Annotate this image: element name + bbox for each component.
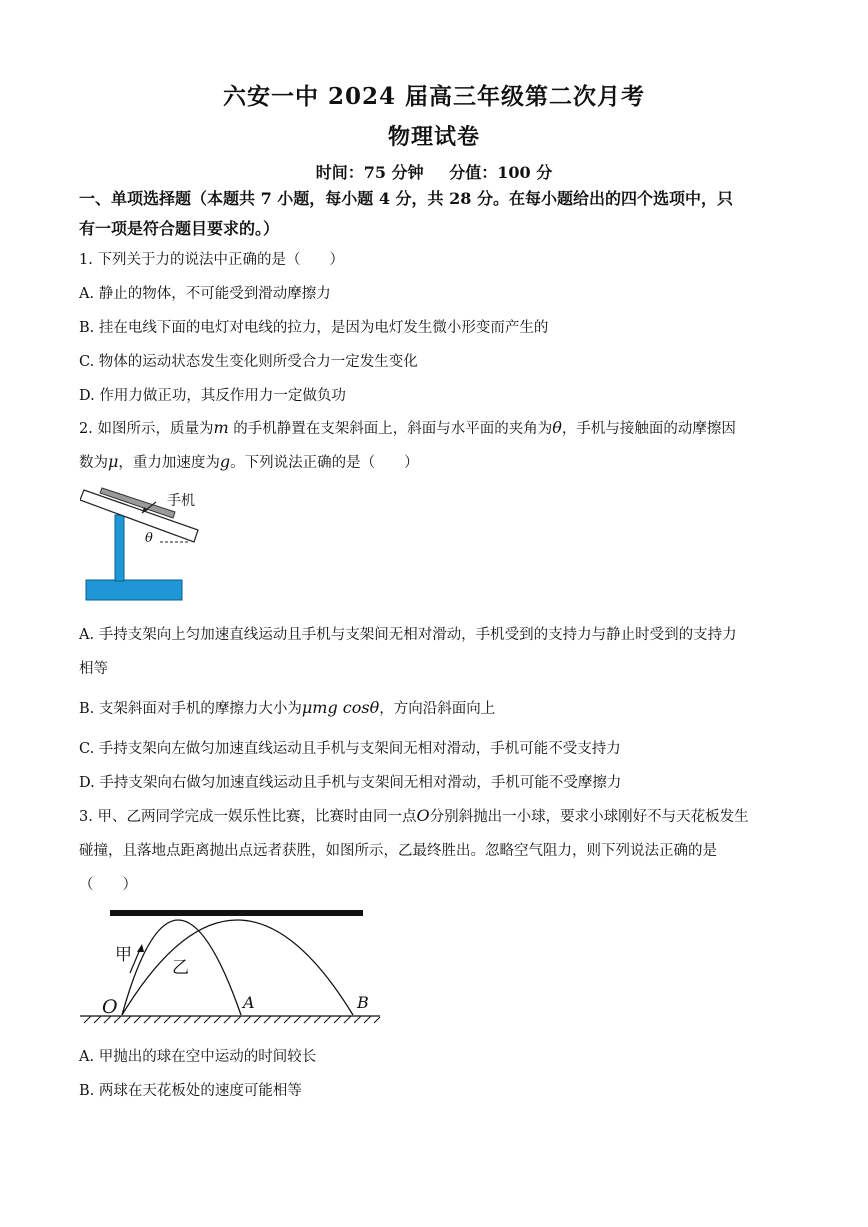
q1-stem: 1. 下列关于力的说法中正确的是（ ） — [79, 252, 344, 268]
q1-option-b: B. 挂在电线下面的电灯对电线的拉力，是因为电灯发生微小形变而产生的 — [79, 320, 549, 336]
q2-text: 数为 — [79, 455, 108, 471]
q2-option-a-line2: 相等 — [79, 661, 108, 677]
label-b: B — [357, 993, 369, 1012]
q1-option-a: A. 静止的物体，不可能受到滑动摩擦力 — [79, 286, 331, 302]
q3-var-o: O — [416, 806, 430, 825]
q2-text: ，手机与接触面的动摩擦因 — [561, 421, 736, 437]
q2-var-g: g — [219, 452, 231, 471]
label-yi: 乙 — [172, 958, 189, 978]
q1-option-d: D. 作用力做正功，其反作用力一定做负功 — [79, 388, 346, 404]
velocity-arrowhead — [137, 944, 144, 952]
q2-option-a-line1: A. 手持支架向上匀加速直线运动且手机与支架间无相对滑动，手机受到的支持力与静止时受到的支持力 — [79, 627, 737, 643]
exam-title: 六安一中 2024 届高三年级第二次月考 — [222, 83, 646, 110]
q2-text: ，重力加速度为 — [118, 455, 220, 471]
ground-hatching — [84, 1016, 380, 1023]
q2-option-b-formula: μmg cosθ — [301, 698, 380, 717]
projectile-figure — [80, 905, 385, 1025]
q2-option-b-text: ，方向沿斜面向上 — [379, 701, 496, 717]
exam-subject: 物理试卷 — [387, 124, 480, 150]
q3-option-b: B. 两球在天花板处的速度可能相等 — [79, 1083, 302, 1099]
stand-pole — [115, 515, 124, 581]
label-a: A — [243, 993, 255, 1012]
q2-text: 。下列说法正确的是（ ） — [230, 455, 419, 471]
label-jia: 甲 — [115, 945, 132, 965]
q2-option-c: C. 手持支架向左做匀加速直线运动且手机与支架间无相对滑动，手机可能不受支持力 — [79, 741, 621, 757]
q1-option-c: C. 物体的运动状态发生变化则所受合力一定发生变化 — [79, 354, 418, 370]
exam-meta — [0, 160, 868, 183]
q2-text: 2. 如图所示，质量为 — [79, 421, 214, 437]
section-heading — [79, 184, 799, 244]
q3-text: 3. 甲、乙两同学完成一娱乐性比赛，比赛时由同一点 — [79, 809, 417, 825]
q2-var-m: m — [213, 418, 229, 437]
q2-option-b — [79, 697, 495, 718]
q2-stem-line2 — [79, 451, 419, 472]
q3-stem-line1 — [79, 805, 749, 826]
phone-stand-figure — [80, 485, 220, 605]
figure-label-phone: 手机 — [167, 493, 195, 509]
section-heading-line2: 有一项是符合题目要求的。） — [79, 219, 280, 238]
section-heading-line1: 一、单项选择题（本题共 7 小题，每小题 4 分，共 28 分。在每小题给出的四个选项中，只 — [79, 189, 733, 208]
exam-time: 时间：75 分钟 — [315, 163, 424, 182]
stand-base — [86, 580, 182, 600]
q2-option-d: D. 手持支架向右做匀加速直线运动且手机与支架间无相对滑动，手机可能不受摩擦力 — [79, 775, 622, 791]
q3-text: 分别斜抛出一小球，要求小球刚好不与天花板发生 — [429, 809, 749, 825]
figure-angle-label: θ — [145, 531, 153, 546]
exam-score: 分值：100 分 — [449, 163, 553, 182]
q2-option-b-text: B. 支架斜面对手机的摩擦力大小为 — [79, 701, 302, 717]
q2-stem-line1 — [79, 417, 736, 438]
q2-text: 的手机静置在支架斜面上，斜面与水平面的夹角为 — [228, 421, 553, 437]
q3-stem-line2: 碰撞，且落地点距离抛出点远者获胜，如图所示，乙最终胜出。忽略空气阻力，则下列说法正确的是 — [79, 843, 717, 859]
path-yi — [122, 920, 353, 1015]
q3-stem-line3: （ ） — [79, 877, 137, 893]
q2-var-theta: θ — [552, 418, 562, 437]
q2-var-mu: μ — [108, 452, 119, 471]
q3-option-a: A. 甲抛出的球在空中运动的时间较长 — [79, 1049, 317, 1065]
label-o: O — [102, 996, 118, 1018]
ceiling-bar — [110, 910, 363, 916]
